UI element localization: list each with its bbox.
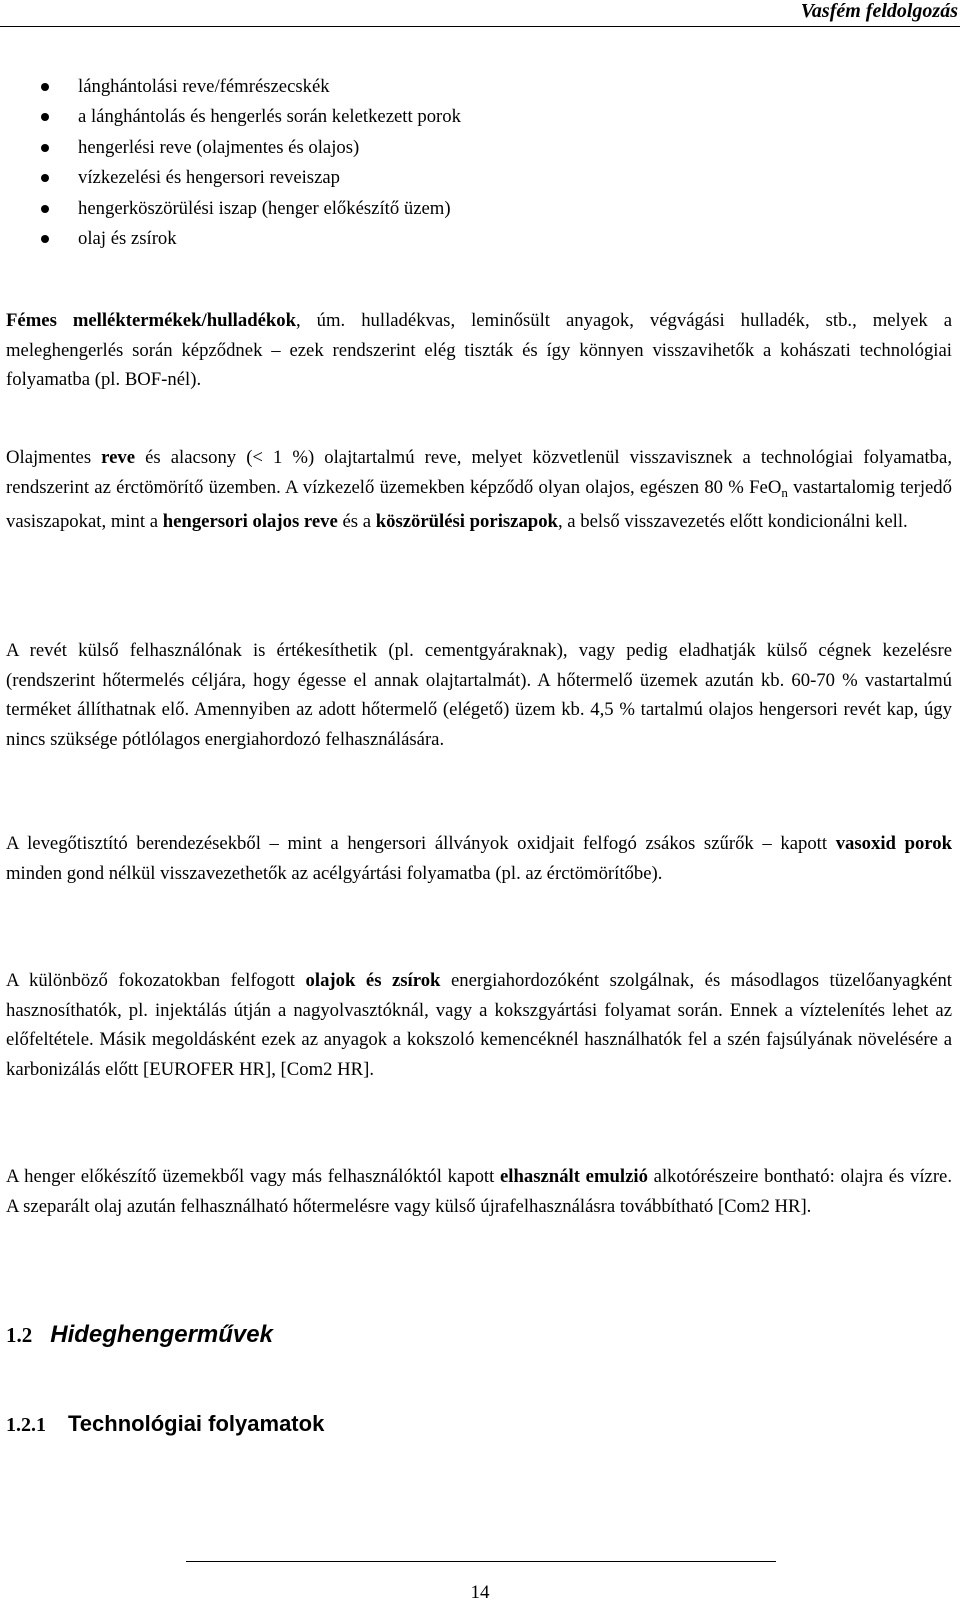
paragraph-scale-sale: A revét külső felhasználónak is értékesíthetik (pl. cementgyáraknak), vagy pedig eladhatják külső cégnek kezelésre (rendszerint hőtermelés céljára, hogy égesse el annak olajtartalmát). A hőtermelő üzemek azután kb. 60-70 % vastartalmú terméket állíthatnak elő. Amennyiben az adott hőtermelő (elégető) üzem kb. 4,5 % tartalmú olajos hengersori revét kap, úgy nincs szüksége pótlólagos energiahordozó felhasználására.: [6, 640, 952, 750]
subsection-number: 1.2.1: [6, 1414, 46, 1436]
paragraph-metallic-byproducts: Fémes melléktermékek/hulladékok, úm. hulladékvas, leminősült anyagok, végvágási hulladék, stb., melyek a meleghengerlés során képződnek – ezek rendszerint elég tiszták és így könnyen visszavihetők a kohászati technológiai folyamatba (pl. BOF-nél).: [6, 310, 952, 391]
subsection-heading: [6, 1406, 324, 1442]
bullet-icon: [41, 174, 49, 182]
bullet-icon: [41, 113, 49, 121]
footer-divider: [186, 1561, 776, 1562]
paragraph-emulsion: A henger előkészítő üzemekből vagy más felhasználóktól kapott elhasznált emulzió alkotórészeire bontható: olajra és vízre. A szeparált olaj azután felhasználható hőtermelésre vagy külső újrafelhasználásra továbbítható [Com2 HR].: [6, 1166, 953, 1217]
section-heading: [6, 1315, 273, 1355]
paragraph-scale: Olajmentes reve és alacsony (< 1 %) olajtartalmú reve, melyet közvetlenül visszavisznek a technológiai folyamatba, rendszerint az érctömörítő üzemben. A vízkezelő üzemekben képződő olyan olajos, egészen 80 % FeO$_n$ vastartalomig terjedő vasiszapokat, mint a hengersori olajos reve és a köszörülési poriszapok, a belső visszavezetés előtt kondicionálni kell.: [6, 447, 952, 533]
section-title: Hideghengerművek: [50, 1321, 273, 1348]
bullet-icon: [41, 235, 49, 243]
list-item: hengerlési reve (olajmentes és olajos): [6, 133, 958, 163]
header-title: Vasfém feldolgozás: [800, 0, 958, 22]
page-number: 14: [470, 1582, 490, 1603]
list-item: olaj és zsírok: [6, 224, 958, 254]
list-item: hengerköszörülési iszap (henger előkészítő üzem): [6, 194, 958, 224]
bullet-icon: [41, 83, 49, 91]
list-item: lánghántolási reve/fémrészecskék: [6, 72, 958, 102]
byproduct-list: [6, 72, 958, 254]
page-header: [0, 0, 960, 27]
section-number: 1.2: [6, 1323, 33, 1347]
list-item: a lánghántolás és hengerlés során keletkezett porok: [6, 102, 958, 132]
subsection-title: Technológiai folyamatok: [68, 1411, 325, 1436]
list-item: vízkezelési és hengersori reveiszap: [6, 163, 958, 193]
paragraph-iron-oxide-dust: A levegőtisztító berendezésekből – mint a hengersori állványok oxidjait felfogó zsákos szűrők – kapott vasoxid porok minden gond nélkül visszavezethetők az acélgyártási folyamatba (pl. az érctömörítőbe).: [6, 833, 952, 884]
paragraph-oils-greases: A különböző fokozatokban felfogott olajok és zsírok energiahordozóként szolgálnak, és másodlagos tüzelőanyagként hasznosíthatók, pl. injektálás útján a nagyolvasztóknál, vagy a kokszgyártási folyamat során. Ennek a víztelenítés lehet az előfeltétele. Másik megoldásként ezek az anyagok a kokszoló kemencéknél használhatók fel a szén fajsúlyának növelésére a karbonizálás előtt [EUROFER HR], [Com2 HR].: [6, 970, 952, 1080]
bullet-icon: [41, 144, 49, 152]
bullet-icon: [41, 205, 49, 213]
